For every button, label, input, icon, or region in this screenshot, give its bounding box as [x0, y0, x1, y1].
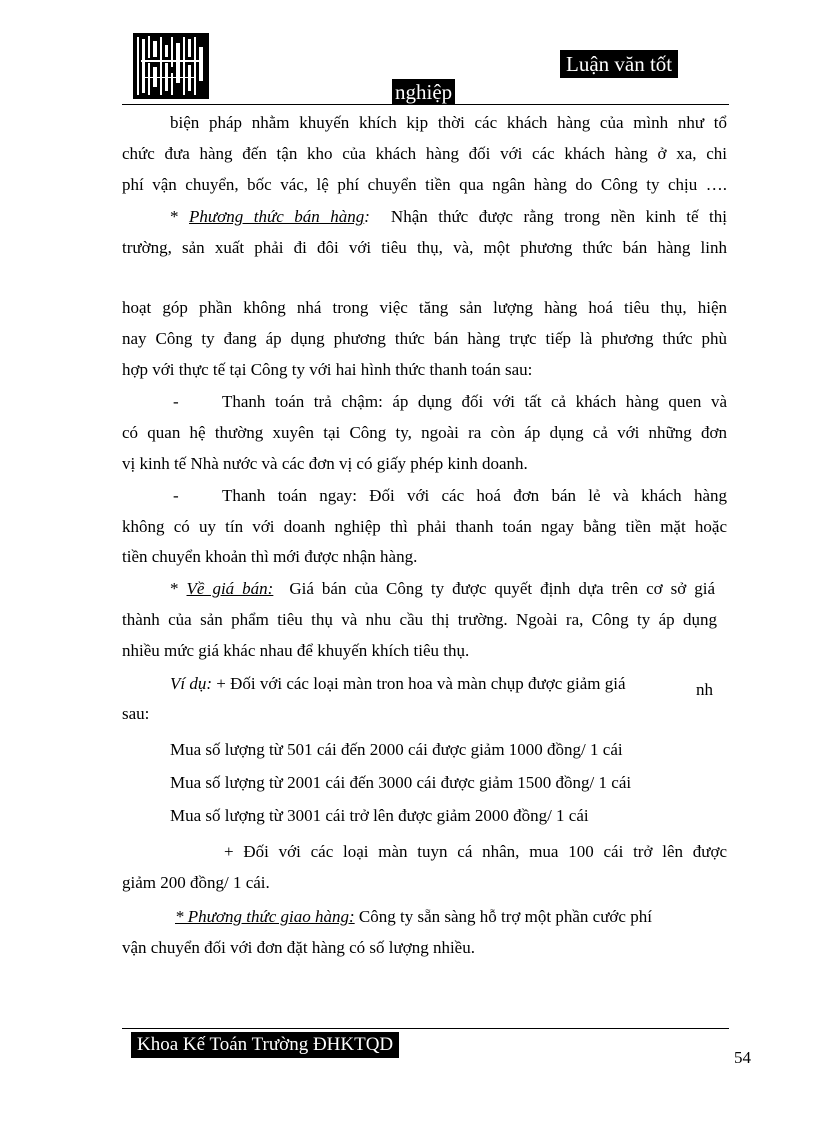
paragraph-line: nhiều mức giá khác nhau để khuyến khích tiêu thụ. — [122, 641, 470, 660]
paragraph-line: thành của sản phẩm tiêu thụ và nhu cầu thị trường. Ngoài ra, Công ty áp dụng — [122, 610, 717, 629]
heading-colon: : — [364, 207, 370, 226]
header-divider — [122, 104, 729, 105]
bullet-text: Thanh toán ngay: Đối với các hoá đơn bán lẻ và khách hàng — [222, 486, 727, 505]
bullet-text: Thanh toán trả chậm: áp dụng đối với tất cả khách hàng quen và — [222, 392, 727, 411]
header-title-line1: Luận văn tốt — [560, 50, 678, 78]
heading-delivery: * Phương thức giao hàng: — [175, 907, 355, 926]
paragraph-line: vận chuyển đối với đơn đặt hàng có số lượng nhiều. — [122, 938, 475, 957]
heading-price: Về giá bán: — [186, 579, 274, 598]
footer-divider — [122, 1028, 729, 1029]
paragraph-line: chức đưa hàng đến tận kho của khách hàng đối với các khách hàng ở xa, chi — [122, 144, 727, 163]
example-label: Ví dụ: — [170, 674, 213, 693]
paragraph-sales-method — [170, 206, 727, 228]
paragraph-text: Giá bán của Công ty được quyết định dựa trên cơ sở giá — [289, 579, 715, 598]
price-item: Mua số lượng từ 2001 cái đến 3000 cái được giảm 1500 đồng/ 1 cái — [170, 773, 632, 792]
logo-graphic — [133, 33, 209, 99]
paragraph-text: Nhận thức được rằng trong nền kinh tế thị — [390, 207, 727, 226]
bullet-line: tiền chuyển khoản thì mới được nhận hàng. — [122, 547, 418, 566]
bullet-star: * — [170, 579, 187, 598]
paragraph-line: nay Công ty đang áp dụng phương thức bán hàng trực tiếp là phương thức phù — [122, 329, 727, 348]
paragraph-delivery — [175, 906, 727, 928]
bullet-line: vị kinh tế Nhà nước và các đơn vị có giấy phép kinh doanh. — [122, 454, 528, 473]
example-line — [170, 673, 626, 695]
example-tail: nh — [696, 680, 713, 699]
example-continuation: sau: — [122, 704, 150, 723]
heading-sales-method: Phương thức bán hàng — [189, 207, 365, 226]
header-title-line2: nghiệp — [392, 79, 455, 105]
paragraph-line: biện pháp nhằm khuyến khích kịp thời các khách hàng của mình như tổ — [170, 113, 727, 132]
example-text: + Đối với các loại màn tron hoa và màn chụp được giảm giá — [216, 674, 626, 693]
bullet-line: có quan hệ thường xuyên tại Công ty, ngoài ra còn áp dụng cả với những đơn — [122, 423, 727, 442]
bullet-star: * — [170, 207, 189, 226]
paragraph-line: hợp với thực tế tại Công ty với hai hình thức thanh toán sau: — [122, 360, 533, 379]
paragraph-price — [170, 578, 715, 600]
paragraph-line: phí vận chuyển, bốc vác, lệ phí chuyển tiền qua ngân hàng do Công ty chịu …. — [122, 175, 727, 194]
logo-image — [133, 33, 209, 99]
paragraph-line: trường, sản xuất phải đi đôi với tiêu thụ, và, một phương thức bán hàng linh — [122, 238, 727, 257]
price-item: Mua số lượng từ 3001 cái trở lên được giảm 2000 đồng/ 1 cái — [170, 806, 589, 825]
example-continuation: giảm 200 đồng/ 1 cái. — [122, 873, 270, 892]
footer-label: Khoa Kế Toán Trường ĐHKTQD — [131, 1032, 399, 1058]
paragraph-text: Công ty sẵn sàng hỗ trợ một phần cước phí — [358, 907, 652, 926]
bullet-dash: - — [173, 486, 179, 505]
bullet-dash: - — [173, 392, 179, 411]
example-line: + Đối với các loại màn tuyn cá nhân, mua 100 cái trở lên được — [224, 842, 727, 861]
page-number: 54 — [734, 1048, 751, 1067]
paragraph-line: hoạt góp phần không nhá trong việc tăng sản lượng hàng hoá tiêu thụ, hiện — [122, 298, 727, 317]
bullet-line: không có uy tín với doanh nghiệp thì phải thanh toán ngay bằng tiền mặt hoặc — [122, 517, 727, 536]
price-item: Mua số lượng từ 501 cái đến 2000 cái được giảm 1000 đồng/ 1 cái — [170, 740, 623, 759]
